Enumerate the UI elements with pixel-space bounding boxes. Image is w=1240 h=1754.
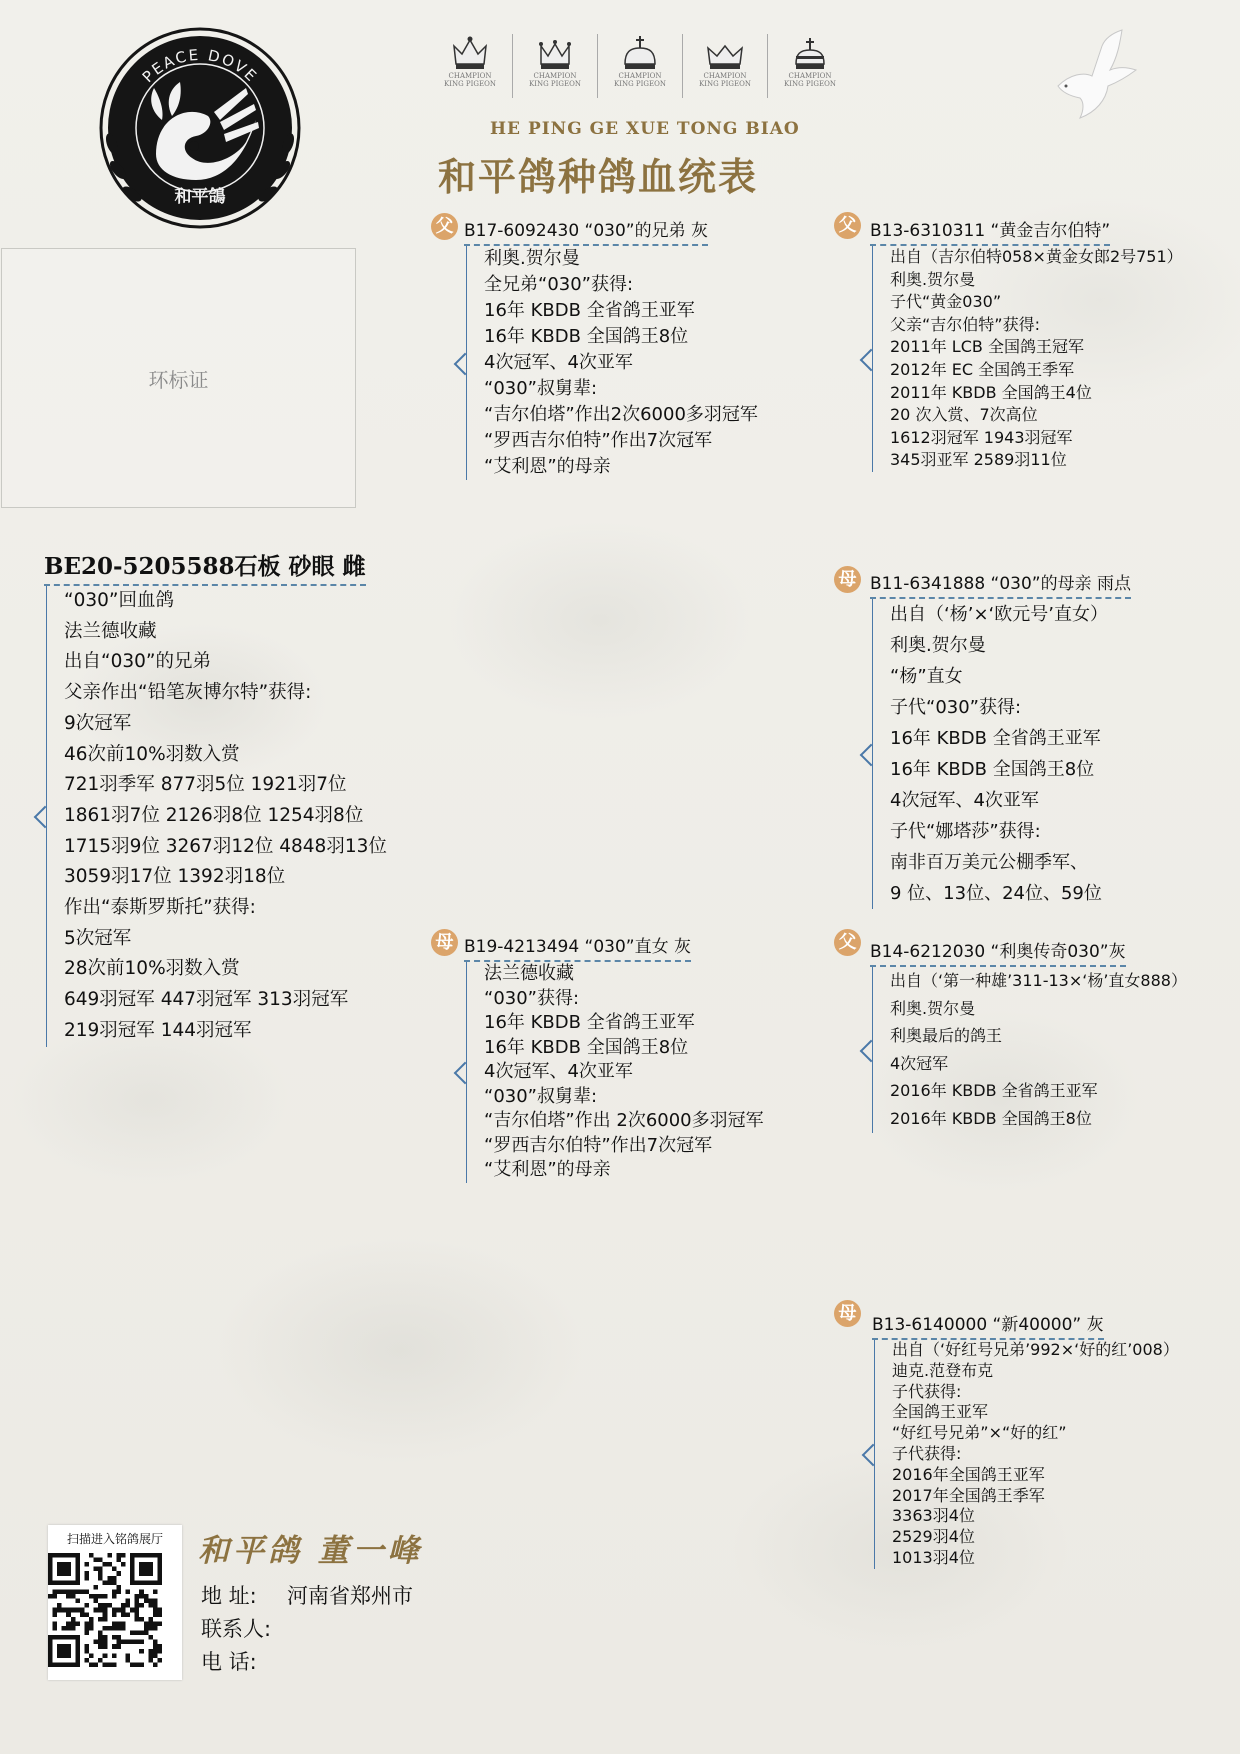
pedigree-line: 2016年 KBDB 全国鸽王8位 — [890, 1108, 1092, 1128]
dam-dam-header: B13-6140000 “新40000” 灰 — [872, 1310, 1179, 1340]
pedigree-line: 16年 KBDB 全国鸽王8位 — [484, 1036, 689, 1058]
logo-bottom-text: 和平鴿 — [174, 187, 226, 207]
sire-sire-block — [838, 215, 1183, 472]
pedigree-line: “030”获得: — [484, 987, 580, 1009]
crown-badge — [683, 34, 768, 98]
sire-sire-lines — [872, 246, 1183, 472]
sire-lines — [466, 246, 758, 480]
pedigree-line: 1013羽4位 — [892, 1547, 975, 1567]
sire-block — [435, 216, 758, 480]
sire-dam-header: B11-6341888 “030”的母亲 雨点 — [870, 569, 1131, 599]
pedigree-line: 全国鸽王亚军 — [892, 1402, 989, 1422]
crown-row — [428, 34, 852, 98]
pedigree-line: 出自“030”的兄弟 — [64, 651, 211, 673]
header-pinyin: HE PING GE XUE TONG BIAO — [490, 119, 800, 139]
qr-code-card[interactable] — [48, 1525, 182, 1680]
pedigree-line: 子代“娜塔莎”获得: — [890, 821, 1041, 842]
pedigree-line: “030”回血鸽 — [64, 590, 174, 611]
address-label: 地 址: — [201, 1584, 257, 1608]
crown-caption: KING PIGEON — [529, 80, 581, 88]
pedigree-line: 219羽冠军 144羽冠军 — [64, 1019, 252, 1041]
crown-caption: CHAMPION — [788, 72, 832, 80]
pedigree-line: 2011年 KBDB 全国鸽王4位 — [890, 382, 1092, 402]
pedigree-line: 9 位、13位、24位、59位 — [890, 883, 1102, 904]
qr-label: 扫描进入铭鸽展厅 — [66, 1532, 163, 1546]
crown-badge — [768, 34, 852, 98]
pedigree-line: “好红号兄弟”×“好的红” — [892, 1423, 1067, 1443]
crown-icon — [790, 34, 830, 72]
pedigree-line: “030”叔舅辈: — [484, 1085, 598, 1107]
phone-label: 电 话: — [201, 1650, 257, 1674]
crown-icon — [535, 34, 575, 72]
contact-row — [201, 1613, 287, 1643]
sire-sire-header: B13-6310311 “黄金吉尔伯特” — [870, 216, 1183, 246]
pedigree-line: 28次前10%羽数入赏 — [64, 958, 240, 980]
pedigree-line: 46次前10%羽数入赏 — [64, 743, 240, 765]
pedigree-line: 利奥.贺尔曼 — [890, 635, 986, 656]
main-bird-header: BE20-5205588石板 砂眼 雌 — [44, 548, 387, 586]
pedigree-line: “艾利恩”的母亲 — [484, 1159, 611, 1180]
pedigree-line: 作出“泰斯罗斯托”获得: — [64, 897, 256, 919]
phone-row — [201, 1646, 287, 1676]
main-bird-block — [44, 548, 387, 1047]
pedigree-line: 1612羽冠军 1943羽冠军 — [890, 427, 1073, 447]
pedigree-line: 子代获得: — [892, 1443, 962, 1463]
ring-certificate-label: 环标证 — [148, 367, 209, 392]
pedigree-line: 20 次入赏、7次高位 — [890, 405, 1038, 425]
dam-dam-block — [838, 1303, 1179, 1569]
pedigree-line: “艾利恩”的母亲 — [484, 456, 611, 477]
crown-caption: KING PIGEON — [699, 80, 751, 88]
pedigree-line: 3059羽17位 1392羽18位 — [64, 866, 286, 888]
dam-sire-block — [838, 932, 1187, 1133]
contact-label: 联系人: — [201, 1617, 272, 1641]
pedigree-line: 利奥.贺尔曼 — [890, 998, 976, 1018]
white-dove-icon — [1040, 26, 1140, 122]
crown-icon — [620, 34, 660, 72]
pedigree-line: “杨”直女 — [890, 666, 963, 687]
pedigree-line: 1861羽7位 2126羽8位 1254羽8位 — [64, 804, 364, 826]
pedigree-line: 法兰德收藏 — [484, 963, 574, 984]
pedigree-line: 16年 KBDB 全国鸽王8位 — [484, 326, 689, 347]
pedigree-line: 南非百万美元公棚季军、 — [890, 852, 1088, 873]
dam-sire-header: B14-6212030 “利奥传奇030”灰 — [870, 937, 1187, 967]
pedigree-line: 9次冠军 — [64, 712, 132, 734]
crown-icon — [450, 34, 490, 72]
crown-badge — [428, 34, 513, 98]
pedigree-line: 利奥.贺尔曼 — [890, 269, 976, 289]
crown-badge — [513, 34, 598, 98]
pedigree-line: 2012年 EC 全国鸽王季军 — [890, 359, 1075, 379]
crown-caption: KING PIGEON — [784, 80, 836, 88]
pedigree-line: 父亲作出“铅笔灰博尔特”获得: — [64, 682, 312, 704]
page-title: 和平鸽种鸽血统表 — [438, 154, 759, 199]
dam-block — [435, 932, 764, 1183]
qr-code-icon[interactable] — [48, 1553, 162, 1667]
dam-dam-badge: 母 — [834, 1300, 861, 1327]
pedigree-line: 父亲“吉尔伯特”获得: — [890, 314, 1040, 334]
pedigree-line: 2529羽4位 — [892, 1527, 975, 1547]
pedigree-line: 5次冠军 — [64, 927, 132, 949]
sire-sire-badge: 父 — [834, 212, 861, 239]
pedigree-line: 4次冠军、4次亚军 — [890, 790, 1039, 811]
main-bird-lines — [46, 586, 387, 1047]
pedigree-line: 法兰德收藏 — [64, 620, 157, 642]
sire-header: B17-6092430 “030”的兄弟 灰 — [464, 216, 758, 246]
crown-caption: KING PIGEON — [444, 80, 496, 88]
dam-badge: 母 — [431, 929, 458, 956]
pedigree-line: 2017年全国鸽王季军 — [892, 1485, 1045, 1505]
pedigree-line: 649羽冠军 447羽冠军 313羽冠军 — [64, 989, 349, 1011]
signature: 和平鸽 董一峰 — [198, 1533, 423, 1569]
pedigree-line: “罗西吉尔伯特”作出7次冠军 — [484, 1134, 713, 1156]
crown-caption: CHAMPION — [533, 72, 577, 80]
pedigree-line: “罗西吉尔伯特”作出7次冠军 — [484, 430, 713, 451]
peace-dove-logo-icon — [96, 24, 304, 232]
crown-icon — [705, 34, 745, 72]
dam-sire-badge: 父 — [834, 929, 861, 956]
ring-certificate-box — [1, 248, 356, 508]
pedigree-line: 出自（‘第一种雄’311-13×‘杨’直女888） — [890, 971, 1187, 990]
pedigree-line: 4次冠军、4次亚军 — [484, 1061, 633, 1082]
pedigree-line: 子代“030”获得: — [890, 697, 1022, 718]
pedigree-line: 345羽亚军 2589羽11位 — [890, 450, 1067, 470]
pedigree-line: “吉尔伯塔”作出2次6000多羽冠军 — [484, 404, 758, 425]
pedigree-line: 2016年全国鸽王亚军 — [892, 1464, 1045, 1484]
dam-sire-lines — [872, 967, 1187, 1133]
crown-caption: CHAMPION — [448, 72, 492, 80]
pedigree-line: 出自（‘好红号兄弟’992×‘好的红’008） — [892, 1340, 1179, 1359]
sire-dam-badge: 母 — [834, 566, 861, 593]
dam-lines — [466, 962, 764, 1183]
pedigree-line: 2011年 LCB 全国鸽王冠军 — [890, 337, 1084, 357]
pedigree-line: 16年 KBDB 全省鸽王亚军 — [484, 300, 695, 321]
pedigree-line: 16年 KBDB 全省鸽王亚军 — [890, 728, 1101, 749]
pedigree-line: “030”叔舅辈: — [484, 378, 598, 399]
pedigree-line: 2016年 KBDB 全省鸽王亚军 — [890, 1081, 1098, 1101]
dam-header: B19-4213494 “030”直女 灰 — [464, 932, 764, 962]
pedigree-line: 利奥最后的鸽王 — [890, 1026, 1003, 1046]
sire-dam-block — [838, 569, 1132, 909]
pedigree-line: 4次冠军、4次亚军 — [484, 352, 633, 373]
pedigree-line: 子代“黄金030” — [890, 292, 1002, 312]
crown-caption: KING PIGEON — [614, 80, 666, 88]
pedigree-line: 16年 KBDB 全国鸽王8位 — [890, 759, 1095, 780]
pedigree-line: 3363羽4位 — [892, 1506, 975, 1526]
logo-top-text: PEACE DOVE — [138, 45, 262, 87]
sire-dam-lines — [872, 599, 1131, 909]
pedigree-line: 迪克.范登布克 — [892, 1360, 994, 1380]
address-row — [201, 1580, 413, 1610]
pedigree-line: 出自（‘杨’×‘欧元号’直女） — [890, 604, 1108, 625]
pedigree-line: 利奥.贺尔曼 — [484, 248, 580, 269]
crown-caption: CHAMPION — [703, 72, 747, 80]
pedigree-line: 1715羽9位 3267羽12位 4848羽13位 — [64, 835, 387, 857]
pedigree-line: 出自（吉尔伯特058×黄金女郎2号751） — [890, 247, 1183, 266]
crown-caption: CHAMPION — [618, 72, 662, 80]
pedigree-line: 16年 KBDB 全省鸽王亚军 — [484, 1012, 695, 1033]
crown-badge — [598, 34, 683, 98]
pedigree-line: 子代获得: — [892, 1381, 962, 1401]
pedigree-line: 721羽季军 877羽5位 1921羽7位 — [64, 774, 347, 796]
pedigree-line: 全兄弟“030”获得: — [484, 274, 634, 295]
dam-dam-lines — [874, 1340, 1179, 1569]
sire-badge: 父 — [431, 213, 458, 240]
address-value: 河南省郑州市 — [287, 1584, 413, 1608]
pedigree-line: “吉尔伯塔”作出 2次6000多羽冠军 — [484, 1110, 764, 1131]
pedigree-line: 4次冠军 — [890, 1053, 949, 1073]
